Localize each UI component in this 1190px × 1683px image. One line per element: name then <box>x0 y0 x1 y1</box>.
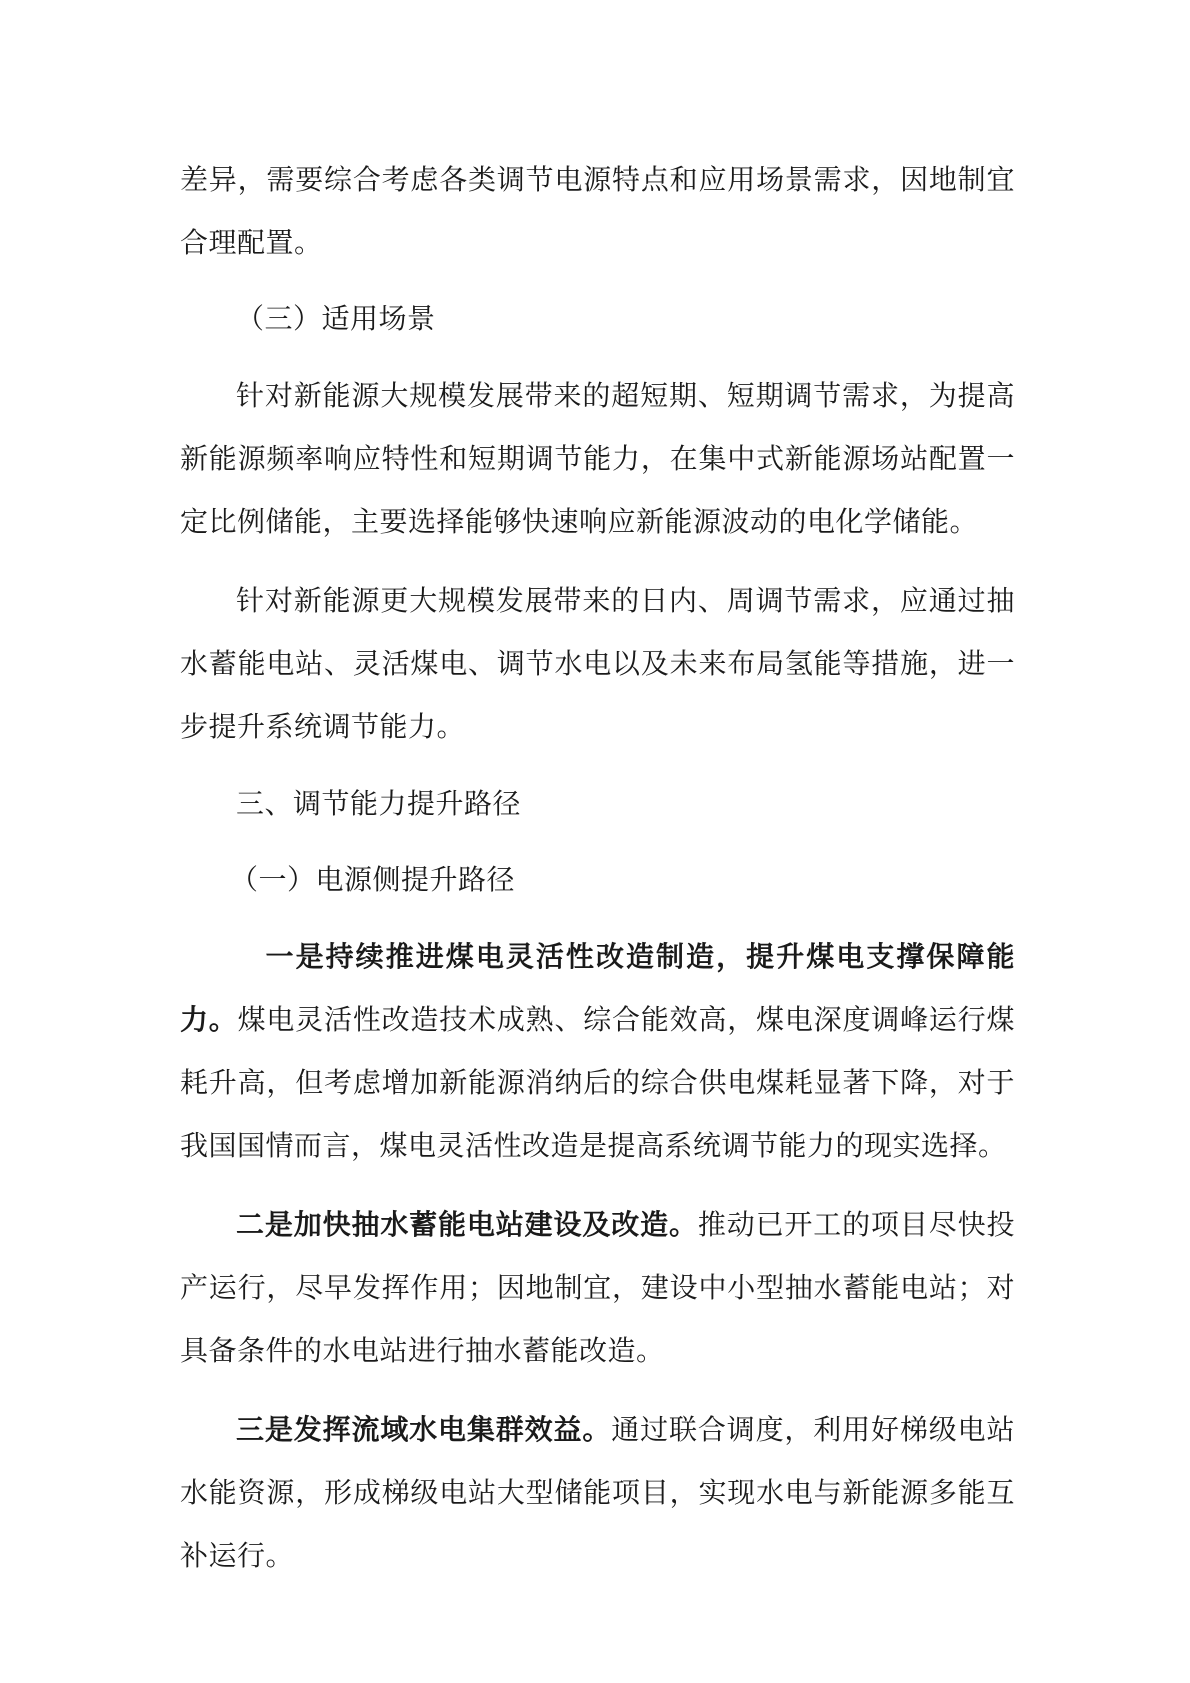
paragraph-scenario-intraday: 针对新能源更大规模发展带来的日内、周调节需求，应通过抽水蓄能电站、灵活煤电、调节水电以及未来布局氢能等措施，进一步提升系统调节能力。 <box>180 584 1015 743</box>
item-3-body: 通过联合调度，利用好梯级电站水能资源，形成梯级电站大型储能项目，实现水电与新能源多能互补运行。 <box>180 1413 1015 1572</box>
subheading-applicable-scenarios: （三）适用场景 <box>236 302 436 335</box>
item-3-lead: 三是发挥流域水电集群效益。 <box>236 1413 612 1446</box>
item-1-lead: 一是持续推进煤电灵活性改造制造，提升煤电支撑保障能力。 <box>180 940 1015 1036</box>
paragraph-item-pumped-storage <box>180 1193 1015 1382</box>
item-2-body: 推动已开工的项目尽快投产运行，尽早发挥作用；因地制宜，建设中小型抽水蓄能电站；对具备条件的水电站进行抽水蓄能改造。 <box>180 1208 1015 1367</box>
item-2-lead: 二是加快抽水蓄能电站建设及改造。 <box>236 1208 698 1241</box>
document-body <box>180 148 1015 1587</box>
paragraph-item-coal-flexibility <box>180 925 1015 1177</box>
paragraph-continuation: 差异，需要综合考虑各类调节电源特点和应用场景需求，因地制宜合理配置。 <box>180 163 1015 259</box>
subheading-source-side-path: （一）电源侧提升路径 <box>230 863 516 896</box>
item-1-body: 煤电灵活性改造技术成熟、综合能效高，煤电深度调峰运行煤耗升高，但考虑增加新能源消纳后的综合供电煤耗显著下降，对于我国国情而言，煤电灵活性改造是提高系统调节能力的现实选择。 <box>180 1003 1015 1162</box>
heading-section-three: 三、调节能力提升路径 <box>236 787 522 820</box>
paragraph-scenario-short-term: 针对新能源大规模发展带来的超短期、短期调节需求，为提高新能源频率响应特性和短期调节能力，在集中式新能源场站配置一定比例储能，主要选择能够快速响应新能源波动的电化学储能。 <box>180 379 1015 538</box>
paragraph-item-hydro-cluster <box>180 1398 1015 1587</box>
